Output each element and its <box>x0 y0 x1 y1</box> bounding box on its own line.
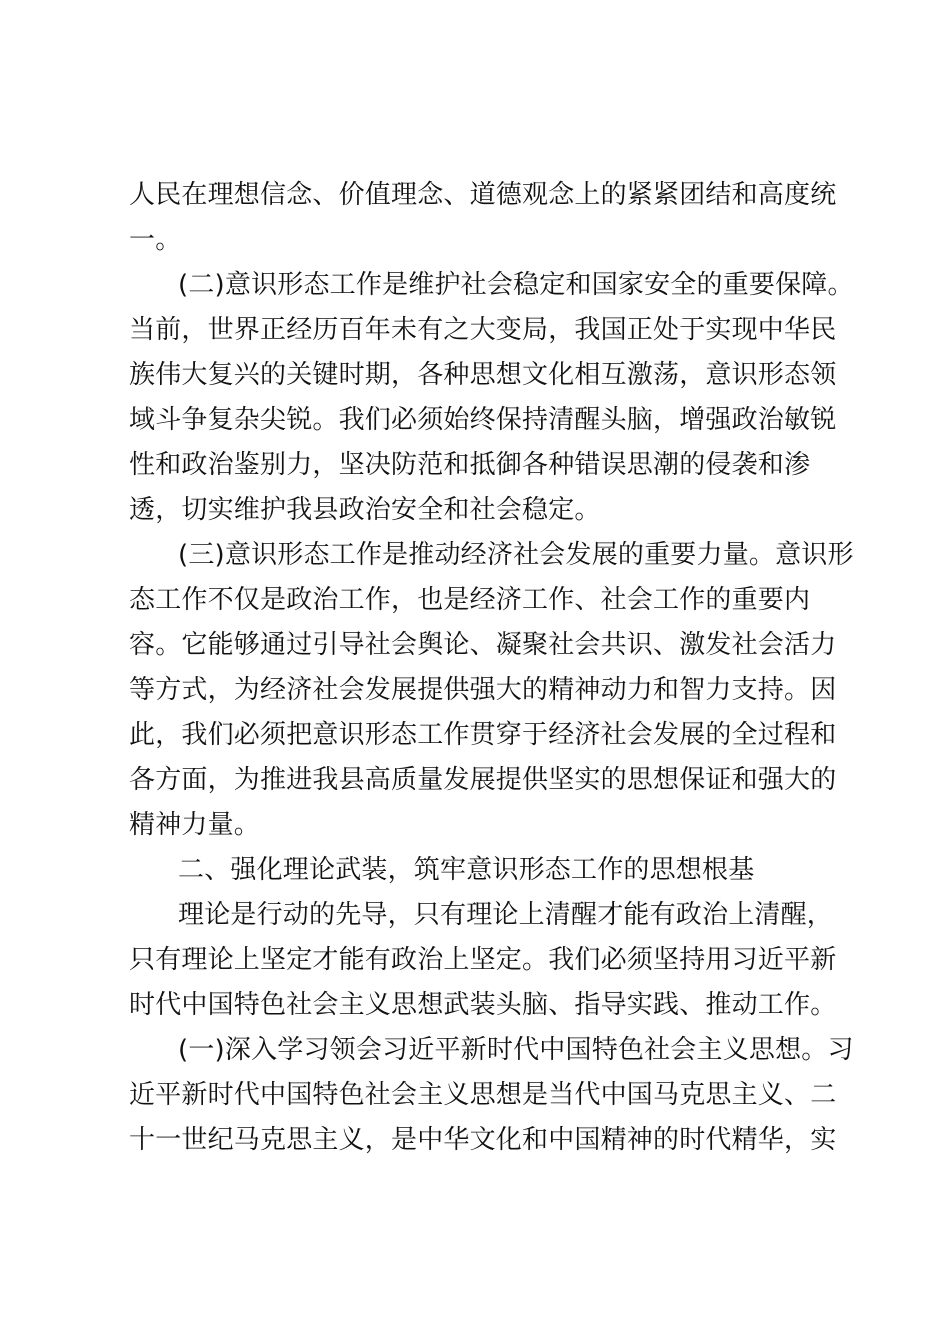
text-line: 时代中国特色社会主义思想武装头脑、指导实践、推动工作。 <box>129 990 837 1020</box>
text-line: 人民在理想信念、价值理念、道德观念上的紧紧团结和高度统 <box>129 180 837 210</box>
text-line: 近平新时代中国特色社会主义思想是当代中国马克思主义、二 <box>129 1080 837 1110</box>
text-line: 一。 <box>129 225 182 255</box>
text-line: 精神力量。 <box>129 810 261 840</box>
text-line: 理论是行动的先导，只有理论上清醒才能有政治上清醒， <box>178 900 834 930</box>
section-heading: (三)意识形态工作是推动经济社会发展的重要力量。意识形 <box>178 540 854 570</box>
text-line: 容。它能够通过引导社会舆论、凝聚社会共识、激发社会活力 <box>129 630 837 660</box>
text-line: 透，切实维护我县政治安全和社会稳定。 <box>129 495 601 525</box>
chapter-heading: 二、强化理论武装，筑牢意识形态工作的思想根基 <box>178 855 755 885</box>
text-line: 当前，世界正经历百年未有之大变局，我国正处于实现中华民 <box>129 315 837 345</box>
text-line: 性和政治鉴别力，坚决防范和抵御各种错误思潮的侵袭和渗 <box>129 450 811 480</box>
section-heading: (一)深入学习领会习近平新时代中国特色社会主义思想。习 <box>178 1035 854 1065</box>
text-line: 态工作不仅是政治工作，也是经济工作、社会工作的重要内 <box>129 585 811 615</box>
text-line: 只有理论上坚定才能有政治上坚定。我们必须坚持用习近平新 <box>129 945 837 975</box>
section-heading: (二)意识形态工作是维护社会稳定和国家安全的重要保障。 <box>178 270 854 300</box>
text-line: 等方式，为经济社会发展提供强大的精神动力和智力支持。因 <box>129 675 837 705</box>
text-line: 各方面，为推进我县高质量发展提供坚实的思想保证和强大的 <box>129 765 837 795</box>
text-line: 十一世纪马克思主义，是中华文化和中国精神的时代精华，实 <box>129 1125 837 1155</box>
text-line: 域斗争复杂尖锐。我们必须始终保持清醒头脑，增强政治敏锐 <box>129 405 837 435</box>
text-line: 族伟大复兴的关键时期，各种思想文化相互激荡，意识形态领 <box>129 360 837 390</box>
text-line: 此，我们必须把意识形态工作贯穿于经济社会发展的全过程和 <box>129 720 837 750</box>
